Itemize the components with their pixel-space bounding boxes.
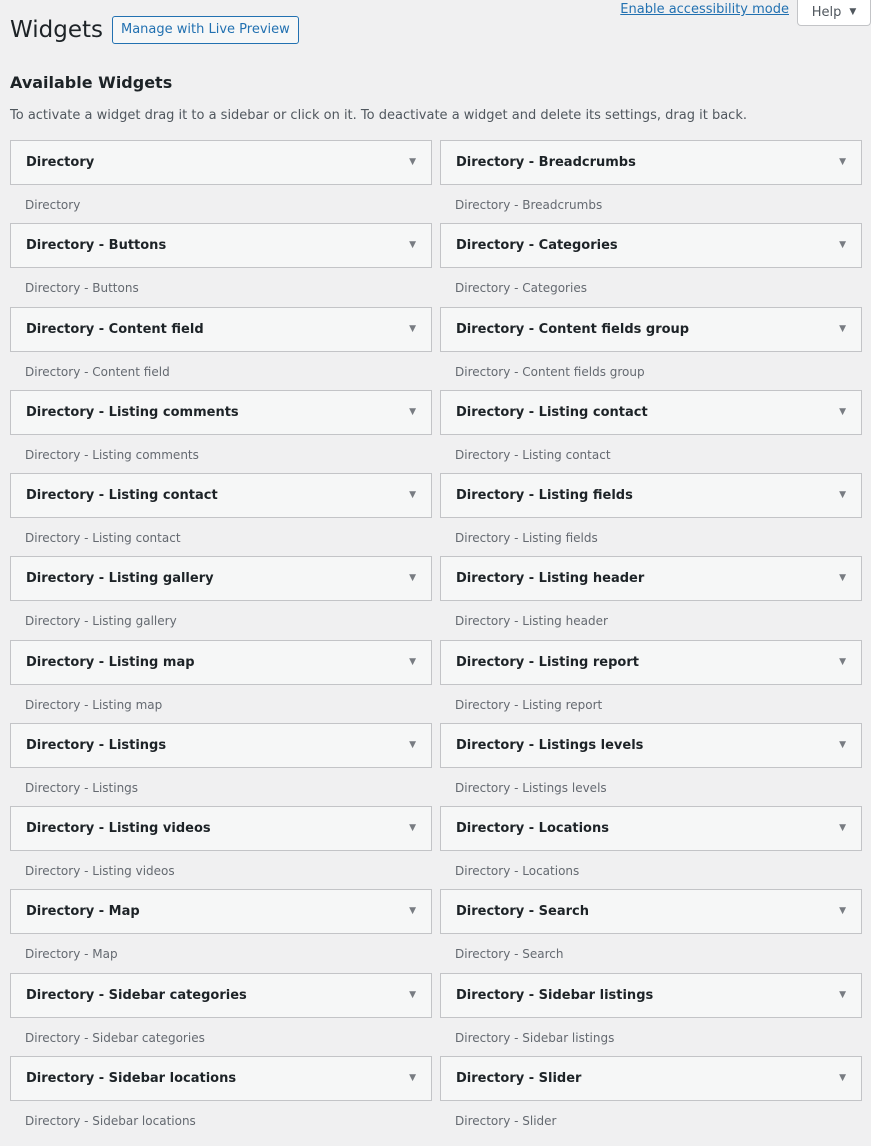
arrow-down-icon[interactable]: ▼ <box>409 823 416 833</box>
widget-item <box>10 973 432 1056</box>
widget-item <box>440 307 862 390</box>
widget-item <box>440 390 862 473</box>
widget-item <box>10 473 432 556</box>
widget-description: Directory - Search <box>455 947 564 962</box>
arrow-down-icon[interactable]: ▼ <box>839 823 846 833</box>
widget-header[interactable] <box>440 889 862 934</box>
widget-item <box>10 723 432 806</box>
arrow-down-icon[interactable]: ▼ <box>409 490 416 500</box>
widget-title: Directory - Listing report <box>456 654 639 670</box>
widget-description: Directory - Breadcrumbs <box>455 198 603 212</box>
arrow-down-icon[interactable]: ▼ <box>839 739 846 750</box>
widget-description: Directory - Listing header <box>455 614 608 629</box>
widget-header[interactable] <box>10 140 432 185</box>
widget-header[interactable] <box>10 723 432 768</box>
arrow-down-icon[interactable]: ▼ <box>409 573 416 584</box>
widget-description: Directory - Categories <box>455 281 587 296</box>
widget-description: Directory - Listing map <box>25 697 163 712</box>
widget-title: Directory - Listing contact <box>456 404 648 420</box>
arrow-down-icon[interactable]: ▼ <box>839 573 846 584</box>
widget-item <box>440 223 862 306</box>
widget-header[interactable] <box>10 390 432 435</box>
widget-item <box>10 223 432 306</box>
widget-description: Directory - Slider <box>455 1113 557 1128</box>
arrow-down-icon[interactable]: ▼ <box>409 656 416 667</box>
arrow-down-icon[interactable]: ▼ <box>839 1072 846 1083</box>
arrow-down-icon[interactable]: ▼ <box>409 157 416 167</box>
widget-description: Directory <box>25 198 81 212</box>
widget-item <box>10 556 432 639</box>
page-header <box>10 16 299 44</box>
arrow-down-icon[interactable]: ▼ <box>839 490 846 500</box>
arrow-down-icon[interactable]: ▼ <box>409 739 416 750</box>
widget-header[interactable] <box>440 223 862 268</box>
widget-title: Directory - Listing map <box>26 654 195 670</box>
widget-header[interactable] <box>10 473 432 518</box>
widget-description: Directory - Listings <box>25 780 139 795</box>
widget-title: Directory - Listing fields <box>456 488 633 503</box>
widget-description: Directory - Listing report <box>455 697 603 712</box>
widget-title: Directory - Listing comments <box>26 404 239 420</box>
widget-item <box>440 806 862 889</box>
widget-title: Directory - Content fields group <box>456 321 690 337</box>
arrow-down-icon[interactable]: ▼ <box>839 656 846 667</box>
widget-header[interactable] <box>10 806 432 851</box>
widget-item <box>440 973 862 1056</box>
page-title: Widgets <box>10 17 103 43</box>
widget-description: Directory - Sidebar locations <box>25 1113 196 1128</box>
widget-header[interactable] <box>440 140 862 185</box>
widget-description: Directory - Listing fields <box>455 531 598 545</box>
widget-title: Directory - Listings <box>26 737 167 753</box>
widget-item <box>440 556 862 639</box>
widget-description: Directory - Buttons <box>25 281 139 296</box>
widget-header[interactable] <box>10 640 432 685</box>
widget-description: Directory - Listing comments <box>25 447 199 462</box>
widget-header[interactable] <box>10 307 432 352</box>
arrow-down-icon[interactable]: ▼ <box>839 989 846 1000</box>
enable-accessibility-mode-link[interactable]: Enable accessibility mode <box>620 2 789 17</box>
widget-header[interactable] <box>10 223 432 268</box>
arrow-down-icon[interactable]: ▼ <box>839 906 846 917</box>
widget-item <box>10 806 432 889</box>
widget-item <box>440 723 862 806</box>
widget-header[interactable] <box>440 390 862 435</box>
widget-header[interactable] <box>10 1056 432 1101</box>
arrow-down-icon[interactable]: ▼ <box>409 406 416 417</box>
widget-title: Directory - Sidebar listings <box>456 987 654 1003</box>
widget-description: Directory - Sidebar listings <box>455 1030 615 1045</box>
widget-header[interactable] <box>10 556 432 601</box>
widget-list <box>10 140 862 1139</box>
widget-header[interactable] <box>440 640 862 685</box>
available-widgets-heading: Available Widgets <box>10 73 173 92</box>
arrow-down-icon[interactable]: ▼ <box>409 989 416 1000</box>
widget-item <box>10 307 432 390</box>
widget-item <box>440 889 862 972</box>
widget-item <box>10 390 432 473</box>
arrow-down-icon[interactable]: ▼ <box>409 323 416 334</box>
widget-item <box>440 140 862 223</box>
widget-title: Directory - Listing gallery <box>26 571 214 587</box>
widget-item <box>10 1056 432 1139</box>
widget-header[interactable] <box>440 973 862 1018</box>
widget-description: Directory - Listing contact <box>25 531 181 545</box>
widget-title: Directory - Sidebar locations <box>26 1070 237 1086</box>
widget-title: Directory <box>26 155 95 170</box>
widget-title: Directory - Locations <box>456 821 609 836</box>
widget-title: Directory - Map <box>26 904 140 920</box>
widget-item <box>440 1056 862 1139</box>
available-widgets-description: To activate a widget drag it to a sidebar or click on it. To deactivate a widget and delete its settings, drag it back. <box>10 108 747 123</box>
widget-description: Directory - Listing contact <box>455 447 611 462</box>
widget-title: Directory - Buttons <box>26 238 167 254</box>
arrow-down-icon[interactable]: ▼ <box>839 323 846 334</box>
widget-item <box>10 640 432 723</box>
widget-header[interactable] <box>440 1056 862 1101</box>
arrow-down-icon[interactable]: ▼ <box>839 157 846 167</box>
help-tab-button[interactable] <box>797 0 871 26</box>
widget-item <box>10 889 432 972</box>
arrow-down-icon[interactable]: ▼ <box>839 406 846 417</box>
widget-header[interactable] <box>10 889 432 934</box>
widget-title: Directory - Slider <box>456 1070 582 1086</box>
widget-title: Directory - Breadcrumbs <box>456 155 636 170</box>
widget-item <box>10 140 432 223</box>
arrow-down-icon[interactable]: ▼ <box>409 240 416 251</box>
widget-header[interactable] <box>440 723 862 768</box>
widget-title: Directory - Categories <box>456 238 618 254</box>
widget-header[interactable] <box>440 307 862 352</box>
widget-description: Directory - Locations <box>455 864 580 878</box>
widget-title: Directory - Listing header <box>456 571 645 587</box>
widget-title: Directory - Listing videos <box>26 821 211 836</box>
widget-description: Directory - Map <box>25 947 118 962</box>
widget-description: Directory - Content fields group <box>455 364 645 379</box>
widget-description: Directory - Listing videos <box>25 864 175 878</box>
widget-item <box>440 473 862 556</box>
manage-live-preview-button[interactable]: Manage with Live Preview <box>112 16 299 44</box>
widget-description: Directory - Listings levels <box>455 780 607 795</box>
widget-description: Directory - Listing gallery <box>25 614 177 629</box>
arrow-down-icon[interactable]: ▼ <box>839 240 846 251</box>
widget-header[interactable] <box>440 473 862 518</box>
widget-title: Directory - Search <box>456 904 589 920</box>
arrow-down-icon[interactable]: ▼ <box>409 1072 416 1083</box>
help-label: Help <box>811 4 842 20</box>
widget-header[interactable] <box>440 556 862 601</box>
widget-title: Directory - Listing contact <box>26 488 218 503</box>
arrow-down-icon[interactable]: ▼ <box>409 906 416 917</box>
widget-description: Directory - Content field <box>25 364 170 379</box>
caret-down-icon: ▼ <box>849 6 857 17</box>
widget-item <box>440 640 862 723</box>
widget-description: Directory - Sidebar categories <box>25 1030 205 1045</box>
widget-header[interactable] <box>440 806 862 851</box>
widget-header[interactable] <box>10 973 432 1018</box>
widget-title: Directory - Listings levels <box>456 737 644 753</box>
widget-title: Directory - Sidebar categories <box>26 987 247 1003</box>
widget-title: Directory - Content field <box>26 321 204 337</box>
